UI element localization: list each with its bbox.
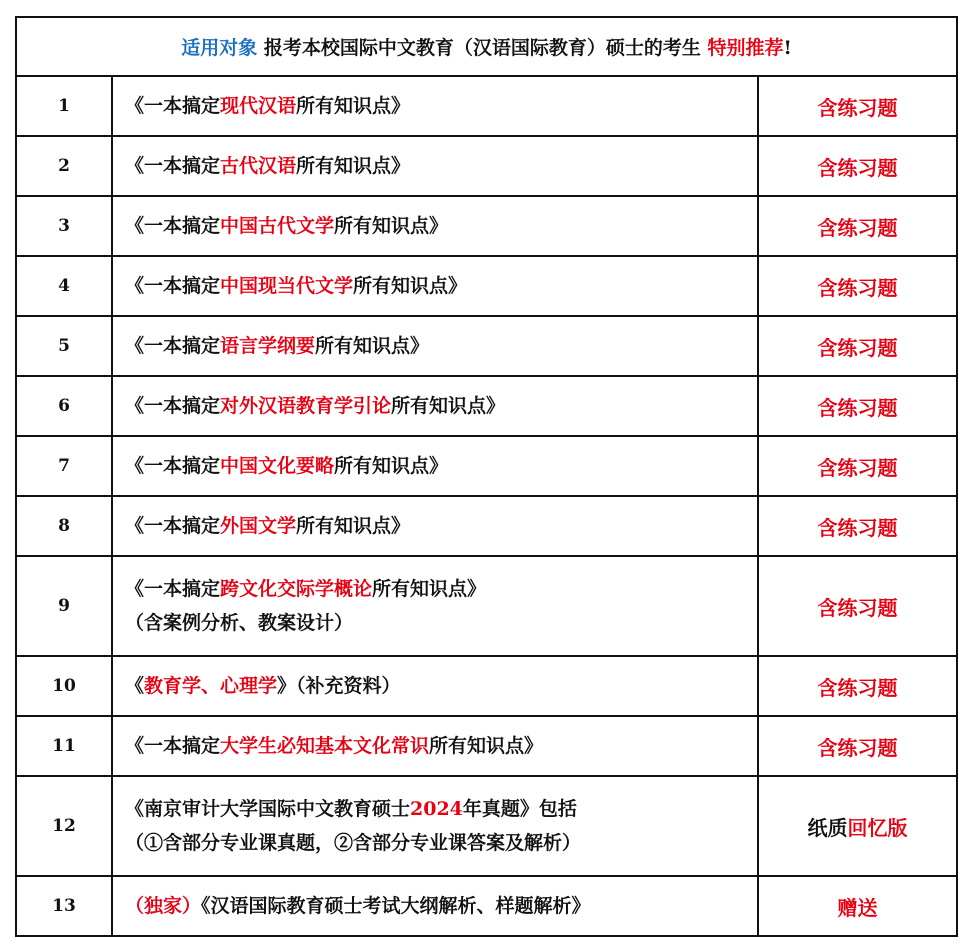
title-highlight: 古代汉语 [220, 155, 297, 177]
title-prefix: 《一本搞定 [125, 515, 221, 537]
table-row [16, 436, 957, 496]
row-number: 3 [16, 196, 112, 256]
note-recall: 回忆版 [847, 815, 908, 840]
title-prefix: 《 [125, 675, 145, 697]
header-row [16, 17, 957, 76]
row-title [112, 376, 758, 436]
table-row [16, 376, 957, 436]
exclusive-tag: （独家） [125, 895, 202, 917]
title-suffix: 年真题》包括 [462, 798, 577, 820]
table-row [16, 876, 957, 936]
title-suffix: 所有知识点》 [296, 515, 411, 537]
row-note: 含练习题 [758, 716, 957, 776]
row-note: 含练习题 [758, 496, 957, 556]
title-suffix: 所有知识点》 [372, 578, 487, 600]
row-number: 10 [16, 656, 112, 716]
title-line-2: （含案例分析、教案设计） [125, 612, 354, 634]
title-suffix: 所有知识点》 [334, 215, 449, 237]
title-suffix: 所有知识点》 [353, 275, 468, 297]
table-row [16, 196, 957, 256]
row-title [112, 196, 758, 256]
row-note: 赠送 [758, 876, 957, 936]
row-note: 含练习题 [758, 196, 957, 256]
title-suffix: 所有知识点》 [296, 155, 411, 177]
note-paper: 纸质 [807, 815, 848, 840]
row-title [112, 876, 758, 936]
title-highlight: 中国文化要略 [220, 455, 335, 477]
row-note: 含练习题 [758, 556, 957, 656]
row-note: 含练习题 [758, 316, 957, 376]
title-line-1 [125, 572, 757, 606]
row-title [112, 776, 758, 876]
row-note: 含练习题 [758, 76, 957, 136]
table-row [16, 496, 957, 556]
row-number: 6 [16, 376, 112, 436]
title-highlight: 教育学、心理学 [144, 675, 278, 697]
audience-label: 适用对象 [181, 37, 258, 59]
title-prefix: 《一本搞定 [125, 578, 221, 600]
title-line-1 [125, 792, 757, 826]
row-title [112, 136, 758, 196]
title-suffix: 《汉语国际教育硕士考试大纲解析、样题解析》 [201, 895, 591, 917]
row-note [758, 776, 957, 876]
row-number: 1 [16, 76, 112, 136]
row-title [112, 256, 758, 316]
title-suffix: 所有知识点》 [429, 735, 544, 757]
table-row [16, 656, 957, 716]
recommend-text: 特别推荐 [707, 37, 784, 59]
title-highlight: 中国古代文学 [220, 215, 335, 237]
row-note: 含练习题 [758, 256, 957, 316]
title-highlight: 跨文化交际学概论 [220, 578, 373, 600]
row-note: 含练习题 [758, 436, 957, 496]
title-line-2: （①含部分专业课真题，②含部分专业课答案及解析） [125, 832, 582, 854]
materials-table [15, 16, 958, 937]
row-title [112, 716, 758, 776]
row-title [112, 436, 758, 496]
title-prefix: 《一本搞定 [125, 455, 221, 477]
title-highlight: 大学生必知基本文化常识 [220, 735, 430, 757]
row-title [112, 76, 758, 136]
title-highlight: 现代汉语 [220, 95, 297, 117]
audience-text: 报考本校国际中文教育（汉语国际教育）硕士的考生 [263, 37, 701, 59]
table-row [16, 556, 957, 656]
table-row [16, 136, 957, 196]
table-row [16, 776, 957, 876]
row-number: 12 [16, 776, 112, 876]
row-number: 2 [16, 136, 112, 196]
title-suffix: 所有知识点》 [334, 455, 449, 477]
title-highlight: 语言学纲要 [220, 335, 316, 357]
row-title [112, 496, 758, 556]
title-prefix: 《一本搞定 [125, 155, 221, 177]
row-title [112, 656, 758, 716]
row-note: 含练习题 [758, 656, 957, 716]
title-highlight: 外国文学 [220, 515, 297, 537]
table-row [16, 316, 957, 376]
title-prefix: 《一本搞定 [125, 735, 221, 757]
row-title [112, 556, 758, 656]
table-row [16, 256, 957, 316]
row-note: 含练习题 [758, 376, 957, 436]
row-title [112, 316, 758, 376]
row-number: 11 [16, 716, 112, 776]
table-row [16, 716, 957, 776]
title-highlight: 中国现当代文学 [220, 275, 354, 297]
title-suffix: 所有知识点》 [315, 335, 430, 357]
title-suffix: 》（补充资料） [277, 675, 401, 697]
title-highlight: 对外汉语教育学引论 [220, 395, 392, 417]
row-note: 含练习题 [758, 136, 957, 196]
row-number: 4 [16, 256, 112, 316]
title-prefix: 《一本搞定 [125, 215, 221, 237]
table-row [16, 76, 957, 136]
header-cell [16, 17, 957, 76]
title-prefix: 《一本搞定 [125, 395, 221, 417]
bang-text: ! [783, 37, 792, 59]
title-prefix: 《一本搞定 [125, 95, 221, 117]
title-prefix: 《一本搞定 [125, 275, 221, 297]
title-suffix: 所有知识点》 [296, 95, 411, 117]
row-number: 5 [16, 316, 112, 376]
title-highlight: 2024 [410, 798, 463, 820]
title-suffix: 所有知识点》 [391, 395, 506, 417]
row-number: 13 [16, 876, 112, 936]
title-prefix: 《南京审计大学国际中文教育硕士 [125, 798, 411, 820]
row-number: 8 [16, 496, 112, 556]
row-number: 7 [16, 436, 112, 496]
row-number: 9 [16, 556, 112, 656]
title-prefix: 《一本搞定 [125, 335, 221, 357]
